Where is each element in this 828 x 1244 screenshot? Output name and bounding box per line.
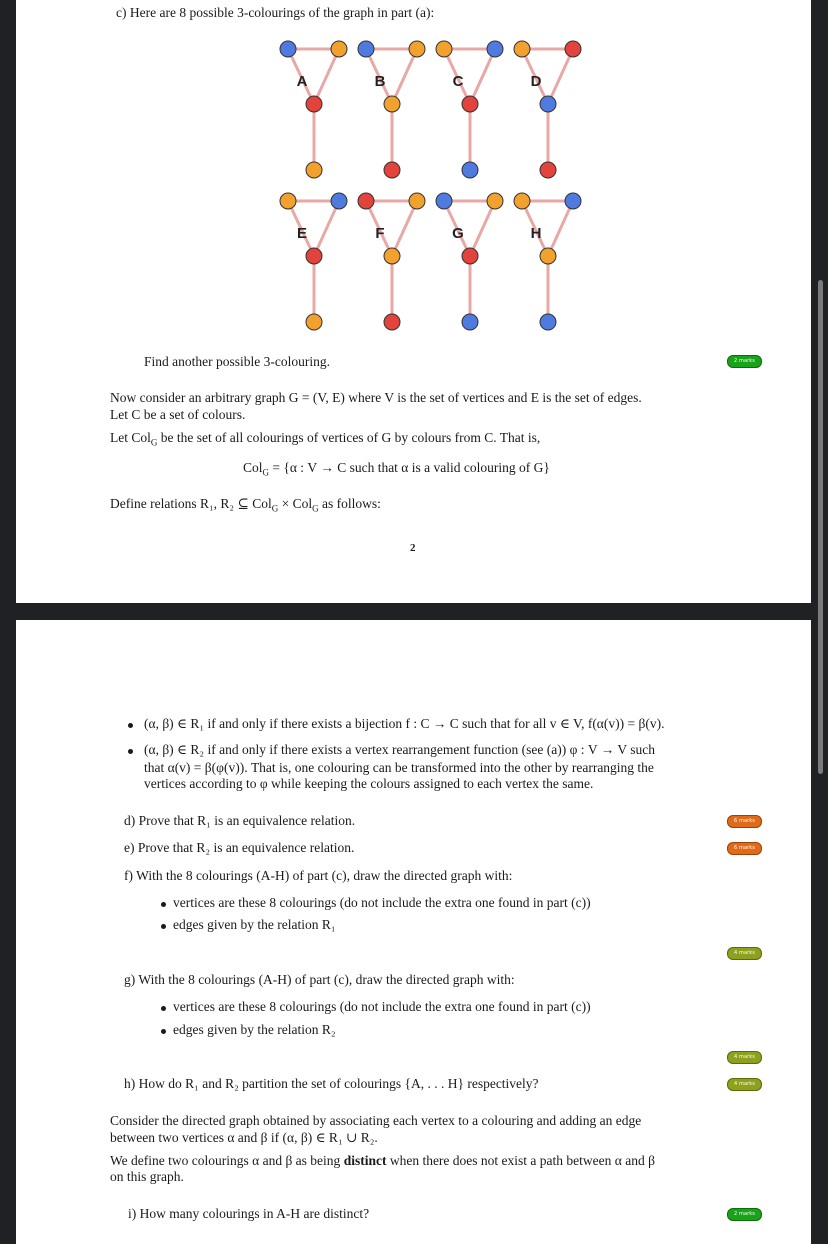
question-f: f) With the 8 colourings (A-H) of part (c), draw the directed graph with:: [124, 868, 513, 883]
question-f-bullet1: vertices are these 8 colourings (do not include the extra one found in part (c)): [173, 895, 591, 910]
marks-badge-f: 4 marks: [727, 947, 762, 960]
colourings-figure: [16, 30, 811, 370]
marks-badge-e: 6 marks: [727, 842, 762, 855]
graph-vertex-blue: [436, 193, 452, 209]
graph-vertex-red: [306, 96, 322, 112]
graph-edge: [392, 201, 417, 256]
consider-graph-line1: Now consider an arbitrary graph G = (V, E) where V is the set of vertices and E is the set of edges.: [110, 390, 642, 405]
part-c-intro: c) Here are 8 possible 3-colourings of the graph in part (a):: [116, 5, 435, 20]
colouring-graph-C: [436, 41, 503, 178]
colouring-label-D: D: [530, 73, 542, 90]
graph-vertex-orange: [514, 41, 530, 57]
relation-r2-definition-l1: (α, β) ∈ R₂ if and only if there exists a vertex rearrangement function (see (a)) φ : V → V such: [144, 742, 656, 757]
graph-edge: [548, 201, 573, 256]
graph-vertex-blue: [331, 193, 347, 209]
graph-vertex-orange: [384, 96, 400, 112]
bullet-dot: [161, 1006, 166, 1011]
question-g-bullet1: vertices are these 8 colourings (do not include the extra one found in part (c)): [173, 999, 591, 1014]
bullet-dot: [128, 749, 133, 754]
graph-vertex-red: [565, 41, 581, 57]
colouring-label-E: E: [296, 225, 308, 242]
bullet-dot: [128, 723, 133, 728]
graph-vertex-red: [358, 193, 374, 209]
graph-vertex-blue: [462, 314, 478, 330]
question-d: d) Prove that R₁ is an equivalence relation.: [124, 813, 356, 828]
graph-vertex-red: [462, 96, 478, 112]
colouring-graph-F: [358, 193, 425, 330]
marks-badge-h: 4 marks: [727, 1078, 762, 1091]
colouring-label-A: A: [296, 73, 308, 90]
consider-digraph-line2: between two vertices α and β if (α, β) ∈ R₁ ∪ R₂.: [110, 1130, 378, 1145]
consider-graph-line2: Let C be a set of colours.: [110, 407, 246, 422]
graph-edge: [392, 49, 417, 104]
graph-vertex-orange: [280, 193, 296, 209]
graph-vertex-orange: [331, 41, 347, 57]
colouring-graph-B: [358, 41, 425, 178]
relation-r2-definition-l2: that α(v) = β(φ(v)). That is, one colouring can be transformed into the other by rearranging the: [144, 760, 654, 775]
scrollbar[interactable]: [818, 280, 823, 774]
graph-vertex-red: [540, 162, 556, 178]
relation-r1-definition: (α, β) ∈ R₁ if and only if there exists a bijection f : C → C such that for all v ∈ V, f(α(v)) = β(v).: [144, 716, 665, 731]
graph-vertex-red: [384, 162, 400, 178]
marks-badge-i: 2 marks: [727, 1208, 762, 1221]
graph-edge: [314, 49, 339, 104]
bullet-dot: [161, 924, 166, 929]
colouring-graph-G: [436, 193, 503, 330]
graph-vertex-orange: [306, 162, 322, 178]
graph-vertex-orange: [540, 248, 556, 264]
colg-definition-text: Let Col$_G$ be the set of all colourings of vertices of G by colours from C. That is,: [110, 430, 541, 448]
find-another-text: Find another possible 3-colouring.: [144, 354, 330, 369]
question-h: h) How do R₁ and R₂ partition the set of colourings {A, . . . H} respectively?: [124, 1076, 539, 1091]
graph-vertex-blue: [540, 314, 556, 330]
colg-set-definition: Col$_G$ = {α : V → C such that α is a valid colouring of G}: [243, 460, 550, 478]
colouring-label-G: G: [452, 225, 464, 242]
graph-vertex-orange: [436, 41, 452, 57]
graph-vertex-orange: [514, 193, 530, 209]
graph-vertex-blue: [540, 96, 556, 112]
distinct-definition-line1: We define two colourings α and β as being distinct when there does not exist a path between α and β: [110, 1153, 655, 1168]
graph-vertex-blue: [358, 41, 374, 57]
marks-badge-d: 6 marks: [727, 815, 762, 828]
graph-vertex-orange: [409, 193, 425, 209]
marks-badge-g: 4 marks: [727, 1051, 762, 1064]
marks-badge-c: 2 marks: [727, 355, 762, 368]
graph-edge: [470, 49, 495, 104]
colouring-graph-D: [514, 41, 581, 178]
relation-r2-definition-l3: vertices according to φ while keeping the colours assigned to each vertex the same.: [144, 776, 594, 791]
consider-digraph-line1: Consider the directed graph obtained by associating each vertex to a colouring and adding an edge: [110, 1113, 642, 1128]
graph-vertex-orange: [487, 193, 503, 209]
colouring-graph-H: [514, 193, 581, 330]
document-page-1: [16, 0, 811, 603]
graph-vertex-red: [306, 248, 322, 264]
graph-vertex-blue: [565, 193, 581, 209]
question-i: i) How many colourings in A-H are distinct?: [128, 1206, 370, 1221]
colouring-graph-E: [280, 193, 347, 330]
graph-vertex-orange: [306, 314, 322, 330]
colouring-label-H: H: [530, 225, 542, 242]
graph-vertex-blue: [462, 162, 478, 178]
define-relations-text: Define relations R₁, R₂ ⊆ Col$_G$ × Col$_G$ as follows:: [110, 496, 381, 514]
graph-vertex-blue: [487, 41, 503, 57]
graph-vertex-red: [384, 314, 400, 330]
graph-vertex-orange: [384, 248, 400, 264]
colouring-label-B: B: [374, 73, 386, 90]
question-g: g) With the 8 colourings (A-H) of part (c), draw the directed graph with:: [124, 972, 515, 987]
graph-edge: [314, 201, 339, 256]
graph-vertex-orange: [409, 41, 425, 57]
colouring-label-C: C: [452, 73, 464, 90]
graph-edge: [470, 201, 495, 256]
graph-edge: [548, 49, 573, 104]
graph-vertex-red: [462, 248, 478, 264]
question-f-bullet2: edges given by the relation R₁: [173, 917, 336, 932]
page-number: 2: [410, 542, 416, 554]
question-e: e) Prove that R₂ is an equivalence relation.: [124, 840, 355, 855]
question-g-bullet2: edges given by the relation R₂: [173, 1022, 336, 1037]
bullet-dot: [161, 1029, 166, 1034]
graph-vertex-blue: [280, 41, 296, 57]
document-page-2: [16, 620, 811, 1244]
bullet-dot: [161, 902, 166, 907]
colouring-graph-A: [280, 41, 347, 178]
colouring-label-F: F: [375, 225, 385, 242]
distinct-definition-line2: on this graph.: [110, 1169, 184, 1184]
